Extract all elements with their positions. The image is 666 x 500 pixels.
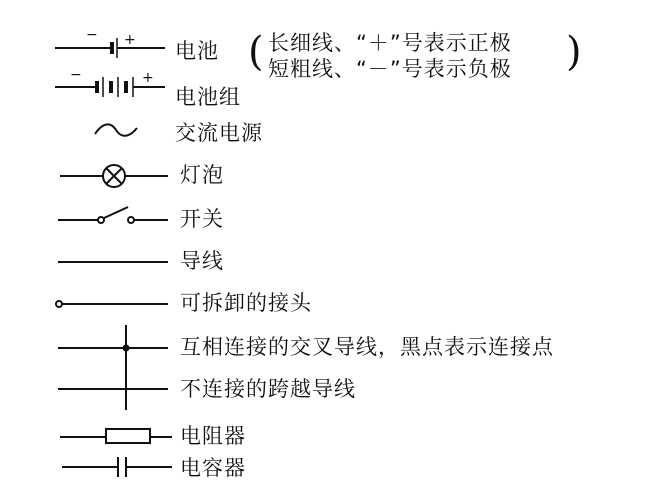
wire-label: 导线	[180, 249, 224, 273]
capacitor-label: 电容器	[180, 456, 246, 480]
terminal-label: 可拆卸的接头	[180, 291, 312, 315]
battery-pack-plus-sign: +	[142, 70, 155, 86]
battery-pack-label: 电池组	[175, 85, 241, 109]
note-bracket-left: (	[248, 29, 264, 75]
battery-plus-sign: +	[124, 32, 137, 48]
battery-label: 电池	[175, 39, 219, 63]
ac-source-label: 交流电源	[175, 121, 263, 145]
lamp-label: 灯泡	[180, 163, 224, 187]
note-bracket-right: )	[566, 29, 582, 75]
battery-minus-sign: −	[86, 27, 99, 43]
switch-label: 开关	[180, 207, 224, 231]
crossover-label: 不连接的跨越导线	[180, 377, 356, 401]
junction-label: 互相连接的交叉导线，黑点表示连接点	[180, 335, 554, 359]
resistor-label: 电阻器	[180, 424, 246, 448]
battery-note-negative: 短粗线、“－”号表示负极	[268, 57, 512, 81]
battery-note-positive: 长细线、“＋”号表示正极	[268, 31, 512, 55]
battery-pack-minus-sign: −	[70, 67, 83, 83]
